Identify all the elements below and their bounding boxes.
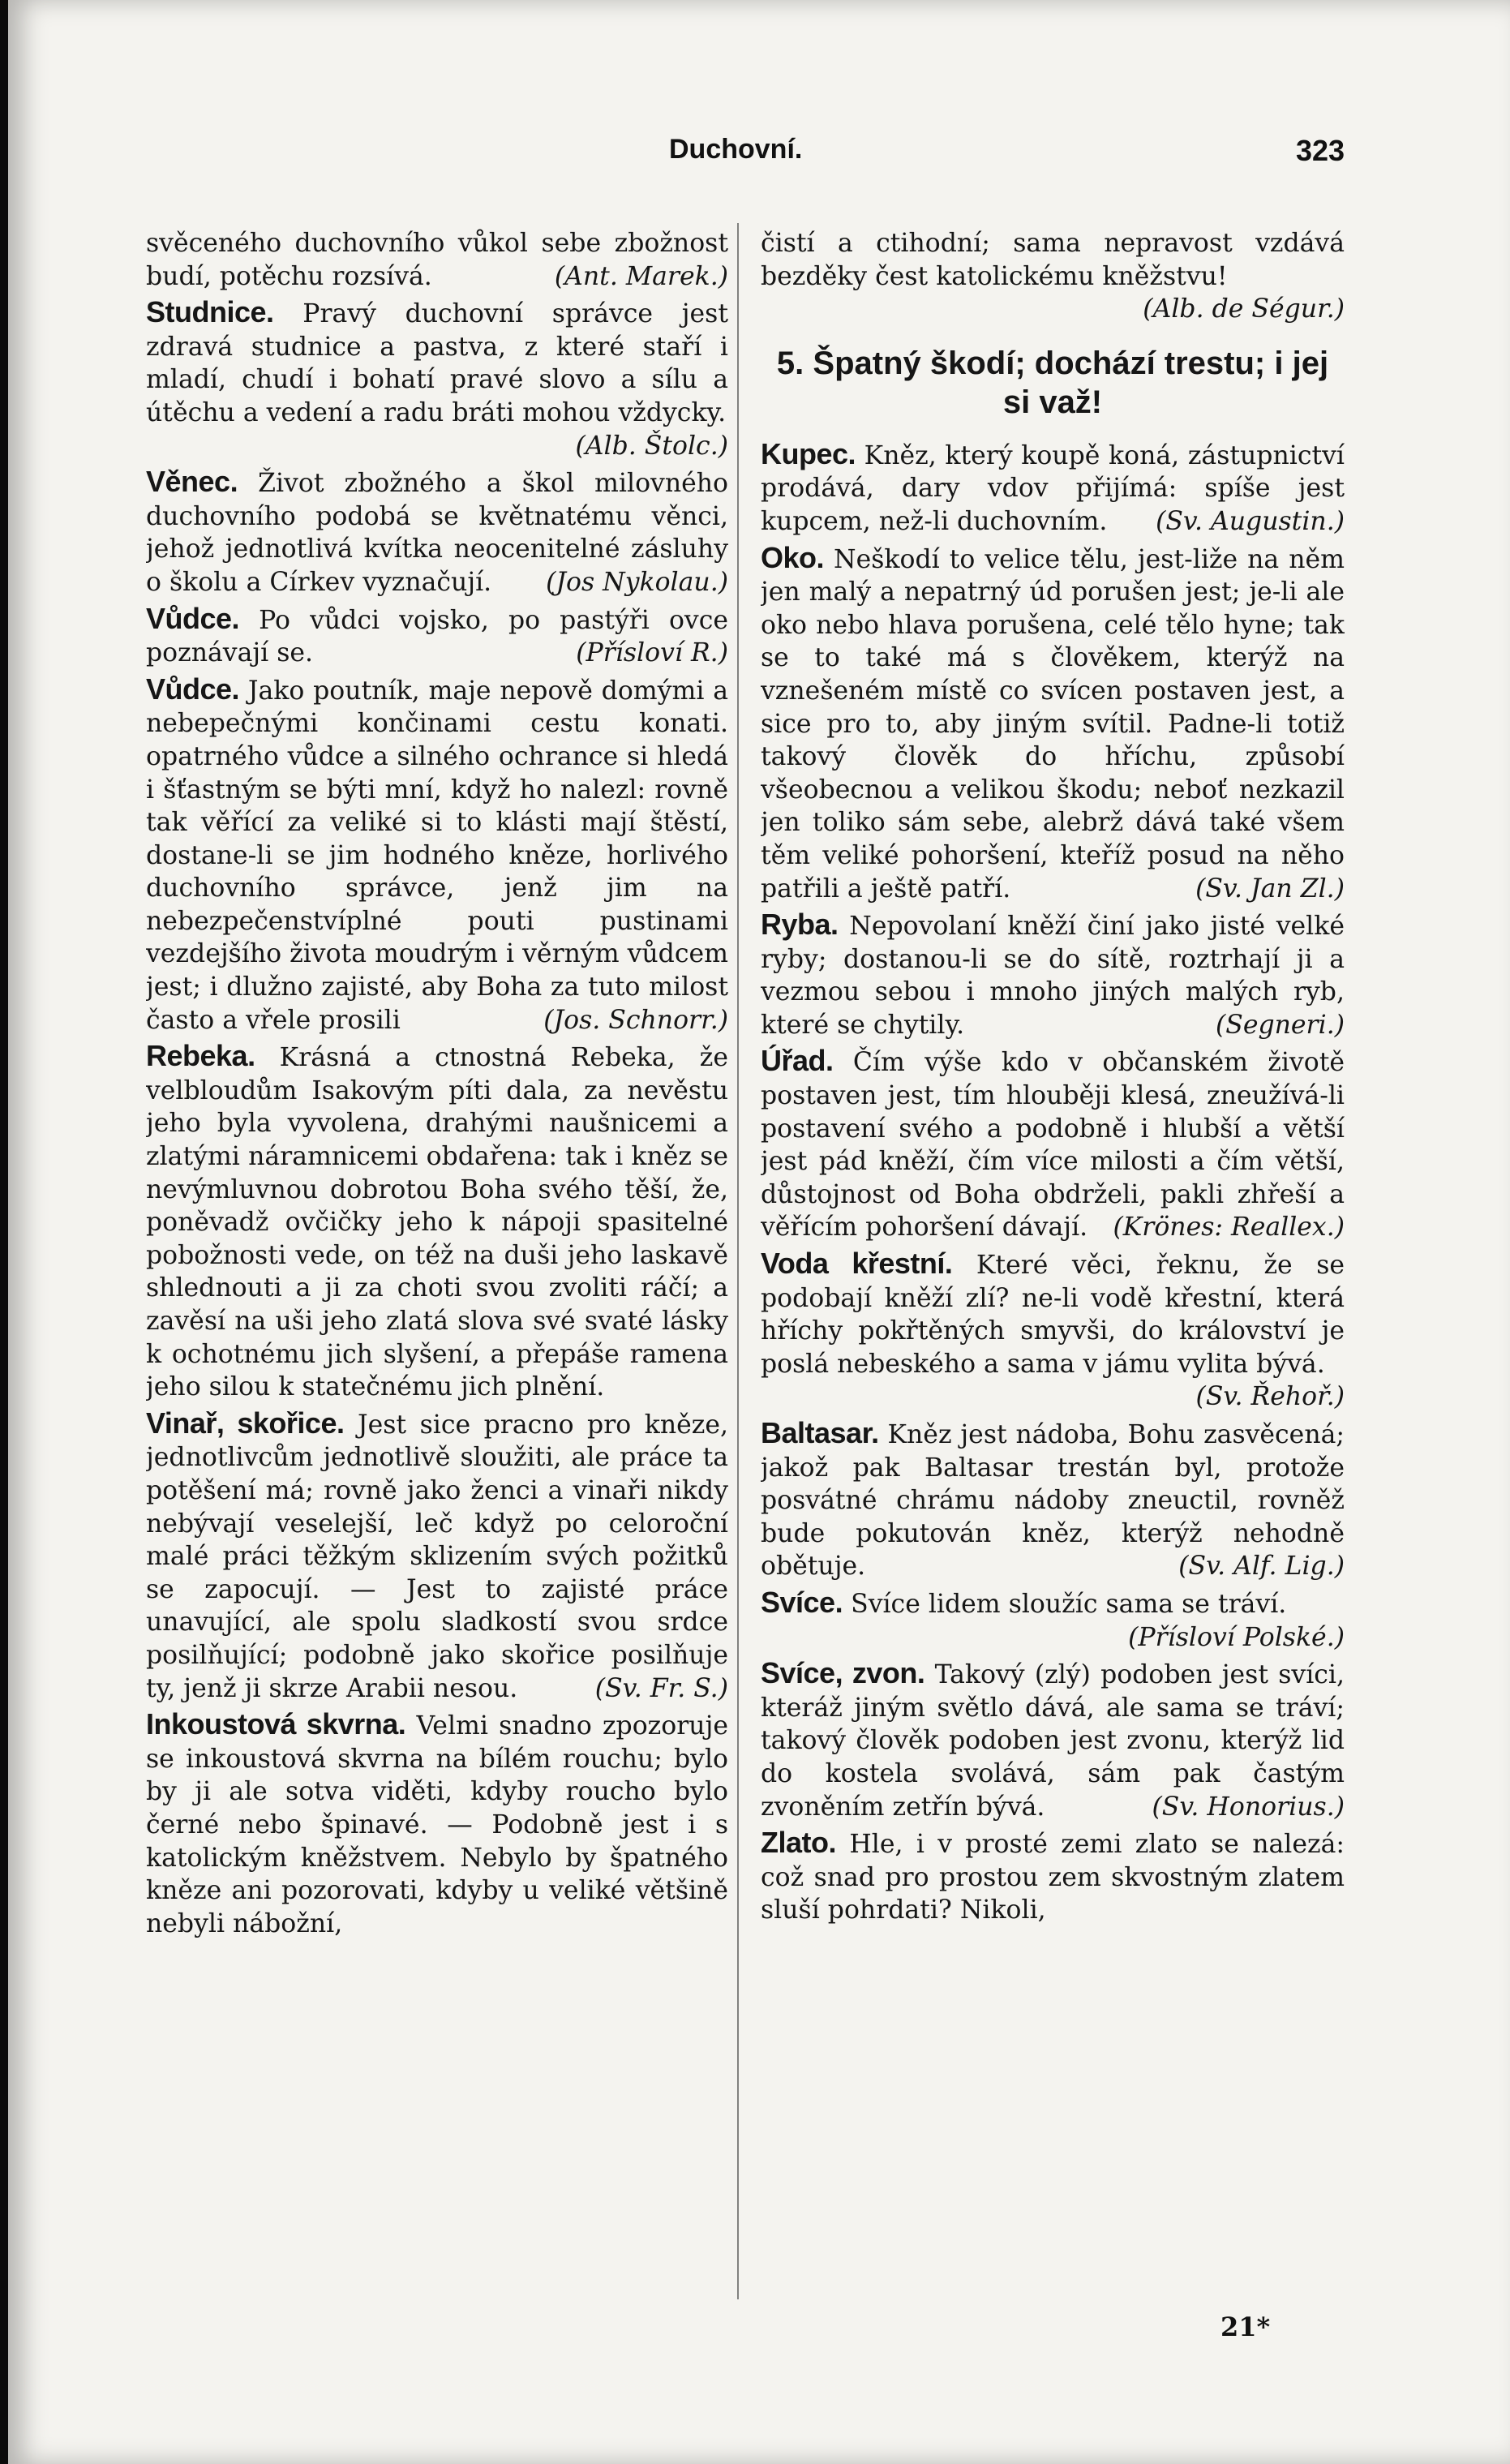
entry-headword: Studnice. bbox=[146, 295, 274, 329]
right-entries bbox=[761, 438, 1345, 1927]
dictionary-entry bbox=[761, 542, 1345, 906]
entry-source: (Ant. Marek.) bbox=[554, 261, 728, 291]
entry-headword: Věnec. bbox=[146, 465, 238, 499]
dictionary-entry bbox=[761, 1586, 1345, 1654]
dictionary-entry bbox=[146, 1407, 728, 1705]
dictionary-entry bbox=[146, 1040, 728, 1404]
dictionary-entry bbox=[146, 673, 728, 1037]
entry-source: (Přísloví R.) bbox=[576, 638, 728, 668]
dictionary-entry bbox=[761, 1045, 1345, 1244]
dictionary-entry bbox=[146, 466, 728, 599]
entry-headword: Rebeka. bbox=[146, 1039, 255, 1073]
right-column bbox=[761, 227, 1345, 2303]
entry-text: Takový (zlý) podoben jest svíci, kteráž jiným světlo dává, ale sama se tráví; takový člověk podoben jest zvonu, kterýž lid do kostela svolává, sám pak častým zvoněním zetřín bývá. bbox=[761, 1660, 1345, 1822]
entry-headword: Inkoustová skvrna. bbox=[146, 1707, 406, 1741]
entry-text: Neškodí to velice tělu, jest-liže na něm jen malý a nepatrný úd porušen jest; je-li ale oko nebo hlava porušena, celé tělo hyne; tak se to také má s člověkem, kterýž na vznešeném místě co svícen postaven jest, a sice pro to, aby jiným svítil. Padne-li totiž takový člověk do hříchu, způsobí všeobecnou a velikou škodu; neboť nezkazil jen toliko sám sebe, alebrž dává také všem těm veliké pohoršení, kteříž posud na něho patřili a ještě patří. bbox=[761, 544, 1345, 904]
entry-headword: Voda křestní. bbox=[761, 1247, 953, 1281]
entry-source: (Sv. Honorius.) bbox=[1152, 1792, 1345, 1822]
entry-headword: Svíce, zvon. bbox=[761, 1656, 925, 1690]
entry-source: (Alb. de Ségur.) bbox=[1143, 294, 1345, 324]
intro-entry bbox=[761, 227, 1345, 326]
entry-headword: Svíce. bbox=[761, 1585, 843, 1619]
entry-source: (Krönes: Reallex.) bbox=[1113, 1213, 1345, 1243]
page-header bbox=[8, 134, 1510, 182]
entry-source: (Segneri.) bbox=[1215, 1010, 1345, 1040]
left-column bbox=[146, 227, 728, 2303]
dictionary-entry bbox=[146, 296, 728, 462]
entry-source: (Alb. Štolc.) bbox=[575, 431, 728, 461]
entry-source: (Přísloví Polské.) bbox=[1128, 1622, 1345, 1652]
dictionary-entry bbox=[761, 1657, 1345, 1823]
entry-text: čistí a ctihodní; sama nepravost vzdává bezděky čest katolickému kněžstvu! bbox=[761, 229, 1345, 291]
entry-source: (Sv. Řehoř.) bbox=[1195, 1382, 1345, 1412]
entry-text: Které věci, řeknu, že se podobají kněží zlí? ne-li vodě křestní, která hříchy pokřtěných smyvši, do království je poslá nebeského a sama v jámu vylita bývá. bbox=[761, 1251, 1345, 1379]
entry-headword: Oko. bbox=[761, 540, 825, 574]
entry-text: Krásná a ctnostná Rebeka, že velbloudům Isakovým píti dala, za nevěstu jeho byla vyvolena, drahými naušnicemi a zlatými náramnicemi obdařena: tak i kněz se nevýmluvnou dobrotou Boha svého těší, že, poněvadž ovčičky jeho k nápoji spasitelné pobožnosti vede, on též na duši jeho laskavě shlednouti a ji za choti svou zvoliti ráčí; a zavěsí na uši jeho zlatá slova své svaté lásky k ochotnému jich slyšení, a přepáše ramena jeho silou k statečnému jich plnění. bbox=[146, 1043, 728, 1402]
running-title: Duchovní. bbox=[669, 134, 803, 165]
entry-text: Jako poutník, maje nepově domými a nebepečnými končinami cestu konati. opatrného vůdce a silného ochrance si hledá i šťastným se býti mní, když ho nalezl: rovně tak věřící za veliké si to klásti mají štěstí, dostane-li se jim hodného kněze, horlivého duchovního správce, jenž jim na nebezpečenstvíplné pouti pustinami vezdejšího života moudrým i věrným vůdcem jest; i dlužno zajisté, aby Boha za tuto milost často a vřele prosili bbox=[146, 676, 728, 1035]
entry-source: (Sv. Fr. S.) bbox=[594, 1673, 728, 1703]
entry-text: Hle, i v prosté zemi zlato se nalezá: což snad pro prostou zem skvostným zlatem sluší pohrdati? Nikoli, bbox=[761, 1830, 1345, 1925]
entry-text: Život zbožného a škol milovného duchovního podobá se květnatému věnci, jehož jednotlivá kvítka neocenitelné zásluhy o školu a Církev vyznačují. bbox=[146, 469, 728, 597]
entry-headword: Ryba. bbox=[761, 908, 839, 942]
entry-text: Po vůdci vojsko, po pastýři ovce poznávají se. bbox=[146, 605, 728, 668]
entry-source: (Jos Nykolau.) bbox=[546, 567, 728, 597]
entry-headword: Zlato. bbox=[761, 1826, 836, 1860]
entry-text: Velmi snadno zpozoruje se inkoustová skvrna na bílém rouchu; bylo by ji ale sotva viděti, kdyby roucho bylo černé nebo špinavé. — Podobně jest i s katolickým kněžstvem. Nebylo by špatného kněze ani pozorovati, kdyby u veliké většině nebyli nábožní, bbox=[146, 1711, 728, 1938]
entry-text: Pravý duchovní správce jest zdravá studnice a pastva, z které staří i mladí, chudí i bohatí pravé slovo a sílu a útěchu a vedení a radu bráti mohou vždycky. bbox=[146, 299, 728, 427]
entry-headword: Vůdce. bbox=[146, 672, 240, 706]
entry-source: (Sv. Jan Zl.) bbox=[1195, 874, 1345, 904]
entry-text: Kněz, který koupě koná, zástupnictví prodává, dary vdov přijímá: spíše jest kupcem, než-li duchovním. bbox=[761, 440, 1345, 536]
entry-source: (Jos. Schnorr.) bbox=[543, 1005, 728, 1035]
entry-source: (Sv. Alf. Lig.) bbox=[1178, 1552, 1345, 1582]
entry-headword: Kupec. bbox=[761, 436, 856, 470]
dictionary-entry bbox=[761, 1417, 1345, 1583]
dictionary-entry bbox=[146, 603, 728, 670]
signature-mark: 21* bbox=[1220, 2312, 1271, 2342]
entry-source: (Sv. Augustin.) bbox=[1156, 506, 1345, 536]
section-title: 5. Špatný škodí; dochází trestu; i jej si važ! bbox=[776, 345, 1329, 420]
dictionary-entry bbox=[761, 1827, 1345, 1927]
entry-text: Kněz jest nádoba, Bohu zasvěcená; jakož pak Baltasar trestán byl, protože posvátné chrámu nádoby zneuctil, rovněž bude pokutován kněz, kterýž nehodně obětuje. bbox=[761, 1420, 1345, 1582]
dictionary-entry bbox=[146, 1708, 728, 1940]
entry-headword: Vůdce. bbox=[146, 601, 240, 635]
entry-text: svěceného duchovního vůkol sebe zbožnost budí, potěchu rozsívá. bbox=[146, 229, 728, 291]
entry-text: Svíce lidem sloužíc sama se tráví. bbox=[851, 1589, 1287, 1619]
entry-headword: Vinař, skořice. bbox=[146, 1406, 345, 1440]
entry-headword: Úřad. bbox=[761, 1044, 834, 1078]
dictionary-entry bbox=[761, 1247, 1345, 1414]
dictionary-entry bbox=[146, 227, 728, 293]
entry-text: Jest sice pracno pro kněze, jednotlivcům jednotlivě sloužiti, ale práce ta potěšení má; rovně jako ženci a vinaři nikdy nebývají veselejší, leč když po celoroční malé práci těžkým sklizením svých požitků se zapocují. — Jest to zajisté práce unavující, ale spolu sladkostí svou srdce posilňující; podobně jako skořice posilňuje ty, jenž ji skrze Arabii nesou. bbox=[146, 1410, 728, 1703]
dictionary-entry bbox=[761, 438, 1345, 539]
column-divider bbox=[737, 223, 739, 2299]
page-number: 323 bbox=[1296, 134, 1345, 167]
entry-text: Čím výše kdo v občanském životě postaven jest, tím hlouběji klesá, zneužívá-li postavení svého a podobně i hlubší a větší jest pád kněží, čím více milosti a čím větší, důstojnost od Boha obdrželi, pakli zhřeší a věřícím pohoršení dávají. bbox=[761, 1048, 1345, 1243]
entry-text: Nepovolaní kněží činí jako jisté velké ryby; dostanou-li se do sítě, roztrhají ji a vezmou sebou i mnoho jiných malých ryb, které se chytily. bbox=[761, 912, 1345, 1040]
dictionary-entry bbox=[761, 908, 1345, 1041]
book-page bbox=[8, 0, 1510, 2464]
entry-headword: Baltasar. bbox=[761, 1416, 879, 1449]
